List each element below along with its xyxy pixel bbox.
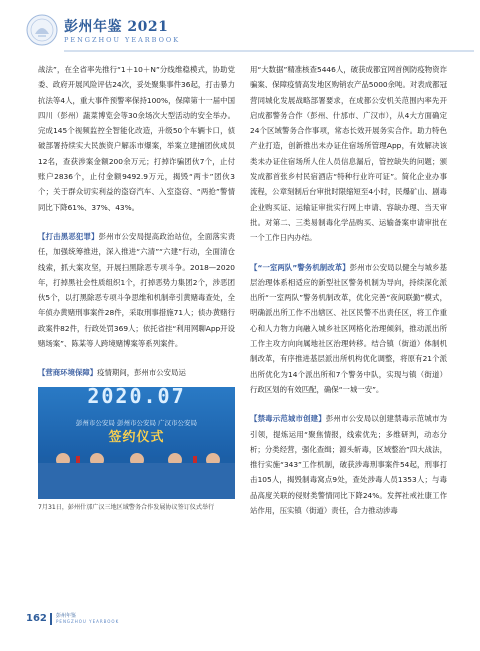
photo-banner-title: 签约仪式 (108, 429, 165, 445)
photo-banner (38, 387, 235, 457)
yearbook-subtitle: PENGZHOU YEARBOOK (64, 36, 181, 44)
photo-banner-year: 2020.07 (87, 386, 186, 408)
paragraph-anti-drug-text: 彭州市公安局以创建禁毒示范城市为引领，提炼运用“聚焦情报，线索优先；多维研判，动态分析；分类经营，强化查缉；源头斩毒，区域整治”四大战法，推行实施“343”工作机制，破获涉毒刑事案件54起，刑事打击105人，揭毁制毒窝点9处，查处涉毒人员1353人；与毒品高度关联的侵财类警情同比下降24%。发挥社戒社康工作站作用，压实镇（街道）责任，合力推动涉毒 (250, 414, 447, 516)
section-tag-anti-gang: 【打击黑恶犯罪】 (38, 231, 99, 241)
section-tag-anti-drug: 【禁毒示范城市创建】 (250, 414, 326, 424)
paragraph-anti-gang-text: 彭州市公安局提高政治站位，全面落实责任，加强统筹推进，深入推进“六清”“六建”行动，全面清仓线索，抓大案攻坚，开展扫黑除恶专项斗争。2018—2020年，打掉黑社会性质组织1个，打掉恶势力集团2个，涉恶团伙5个，以打黑除恶专项斗争思维和机制牵引黄赌毒查处，全年侦办黄赌刑事案件28件，采取刑事措施71人；侦办黄赌行政案件82件，行政处罚369人；依托省挂“利用网聊App开设赌场案”、陈某等人跨境赌博案等系列案件。 (38, 231, 235, 349)
paragraph-business-environment (38, 365, 235, 380)
photo-caption: 7月31日，彭州什邡广汉三地区域警务合作发展协议签订仪式举行 (38, 503, 215, 511)
photo-banner-subtitle: 彭州市公安局 彭州市公安局 广汉市公安局 (75, 418, 198, 427)
left-column (38, 62, 235, 514)
section-tag-police-reform: 【“一室两队”警务机制改革】 (250, 262, 350, 272)
signing-ceremony-photo (38, 387, 235, 499)
paragraph-anti-gang (38, 229, 235, 351)
footer-title: 彭州年鉴 (56, 613, 77, 619)
paragraph-police-reform-text: 彭州市公安局以健全与城乡基层治理体系相适应的新型社区警务机制为导向，持续深化派出所“一室两队”警务机制改革，优化完善“夜间联勤”模式，明确派出所工作不出辖区、社区民警不出责任区，将工作重心和人力物力向融入城乡社区网格化治理倾斜，推动派出所工作主攻方向向属地社区治理转移。结合镇（街道）体制机制改革，有序推进基层派出所机构优化调整，将原有21个派出所优化为14个派出所和7个警务中队，实现与镇（街道）行政区划的有效匹配，确保“一城一安”。 (250, 262, 447, 394)
page-number: 162 (26, 613, 47, 624)
paragraph-maintaining-stability: 战法”，在全省率先推行“1＋10＋N”分线维稳模式，协助党委、政府开展风险评估24次，妥处聚集事件36起，打击暴力抗法等4人，重大事件预警率保持100%，保障第十一届中国四川（彭州）蔬菜博览会等30余场次大型活动的安全举办。完成145个视频监控全智能化改造，升级50个车辆卡口，侦破部署持续实大民族资户解冻市爆案，举案立建捕团伙成员12名，查获涉案金额200余万元；打掉诈骗团伙7个，止付账户2836个，止付金额9492.9万元，揭毁“两卡”团伙3个；关于群众切实利益的盗窃汽车、入室盗窃、“两抢”警情同比下降61%、37%、43%。 (38, 65, 235, 212)
page-header (26, 14, 456, 60)
paragraph-business-support: 用“大数据”精准核查5446人，破获成都宜网首例防疫物资诈骗案、保障疫情高发地区购销农产品5000余吨。对表成都冠营同城化发展战略部署要求，在成都公安机关范围内率先开启成都警务合作（彭州、什邡市、广汉市），从4大方面确定24个区域警务合作事项，常态长效开展务实合作。助力特色产业打造，创新推出未办证住宿场所管理App，有效解决该类未办证住宿场所人住人员信息漏后，管控缺失的问题；颁发成都首张乡村民宿酒店“特种行业许可证”。简化企业办事流程，公章刻制后台审批时限缩短至4小时，民爆矿山、剧毒企业购买证、运输证审批实行网上申请、容缺办理、当天审批。对第二、三类易制毒化学品购买、运输备案申请审批在一个工作日内办结。 (250, 65, 447, 243)
paragraph-anti-drug (250, 411, 447, 518)
page-footer (26, 610, 236, 628)
section-tag-business-environment: 【营商环境保障】 (38, 368, 98, 378)
yearbook-title: 彭州年鉴 2021 (64, 19, 169, 35)
yearbook-emblem-icon (26, 14, 58, 46)
footer-divider (50, 613, 52, 625)
right-column (250, 62, 447, 518)
paragraph-police-reform (250, 260, 447, 398)
header-divider (64, 50, 474, 52)
footer-subtitle: PENGZHOU YEARBOOK (56, 619, 120, 624)
signing-table (38, 463, 235, 499)
paragraph-business-environment-text: 疫情期间，彭州市公安局运 (97, 368, 186, 378)
